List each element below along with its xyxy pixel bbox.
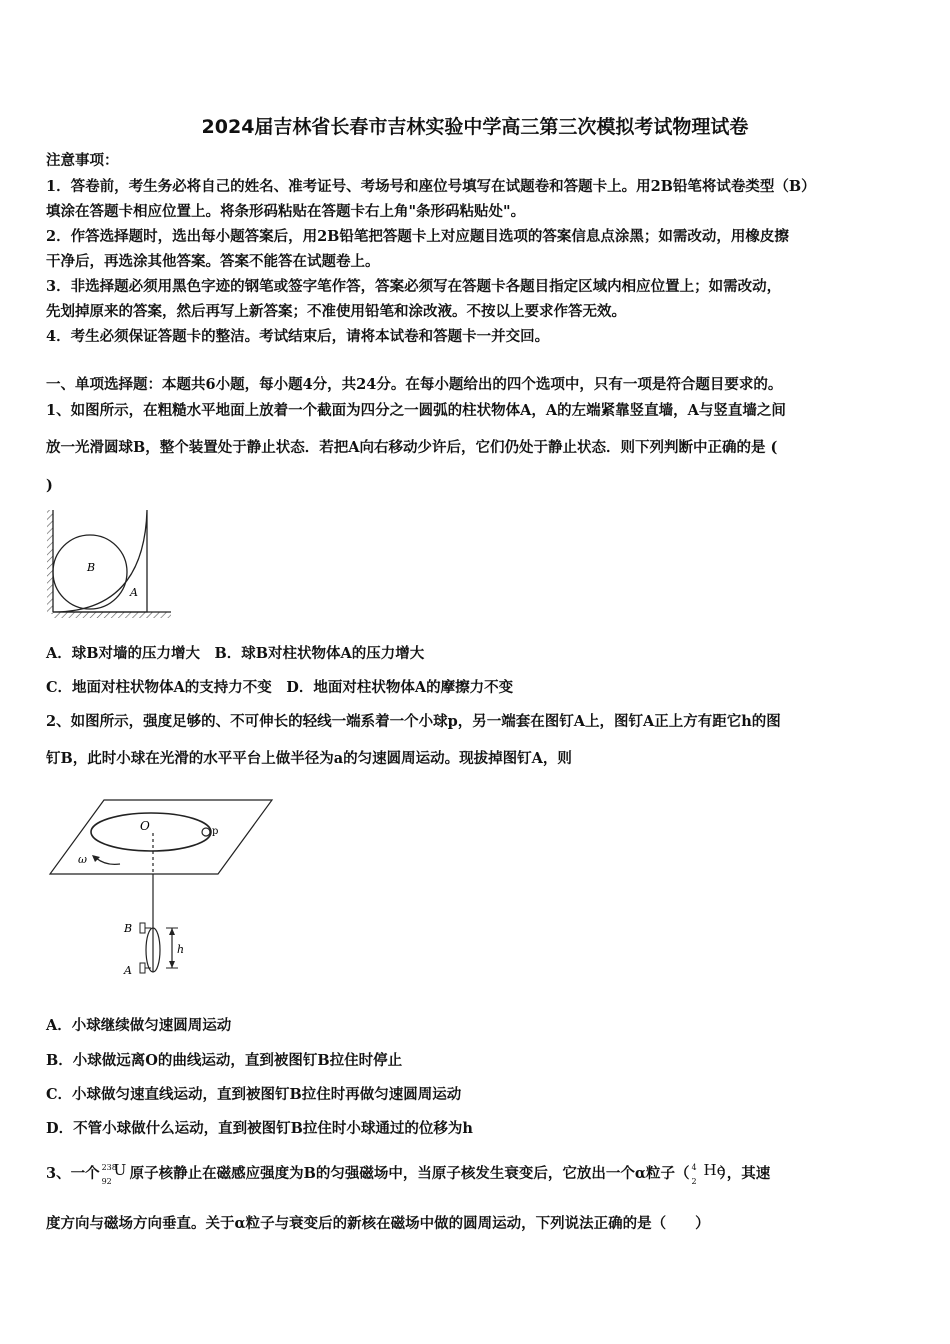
q2-option: D．不管小球做什么运动，直到被图钉B拉住时小球通过的位移为h [46,1120,473,1137]
notice-line: 填涂在答题卡相应位置上。将条形码粘贴在答题卡右上角"条形码粘贴处"。 [46,203,526,220]
notice-line: 先划掉原来的答案，然后再写上新答案；不准使用铅笔和涂改液。不按以上要求作答无效。 [46,303,626,320]
q1-options-line: A．球B对墙的压力增大 B．球B对柱状物体A的压力增大 [46,645,425,662]
label-pin-a: A [124,964,132,977]
ball-p [202,828,210,836]
q2-stem-line: 2、如图所示，强度足够的、不可伸长的轻线一端系着一个小球p，另一端套在图钉A上，图钉A正上方有距它h的图 [46,713,781,730]
helium-isotope: 4 2 He [691,1161,726,1186]
notice-line: 2．作答选择题时，选出每小题答案后，用2B铅笔把答题卡上对应题目选项的答案信息点涂黑；如需改动，用橡皮擦 [46,228,789,245]
q1-figure [44,508,174,620]
q1-stem-line: 1、如图所示，在粗糙水平地面上放着一个截面为四分之一圆弧的柱状物体A，A的左端紧靠竖直墙，A与竖直墙之间 [46,402,786,419]
q3-suffix: ），其速 [719,1165,771,1182]
label-a: A [130,586,138,599]
q3-stem-line: 度方向与磁场方向垂直。关于α粒子与衰变后的新核在磁场中做的圆周运动，下列说法正确的是（ ） [46,1215,710,1232]
notice-heading: 注意事项： [46,152,119,169]
q2-stem-line: 钉B，此时小球在光滑的水平平台上做半径为a的匀速圆周运动。现拔掉图钉A，则 [46,750,572,767]
q1-stem-line: 放一光滑圆球B，整个装置处于静止状态．若把A向右移动少许后，它们仍处于静止状态．则下列判断中正确的是 ( [46,439,778,456]
q2-option: C．小球做匀速直线运动，直到被图钉B拉住时再做匀速圆周运动 [46,1086,462,1103]
q3-middle: 原子核静止在磁感应强度为B的匀强磁场中，当原子核发生衰变后，它放出一个α粒子（ [129,1165,690,1182]
q2-figure [48,796,288,982]
label-p: p [212,826,219,837]
label-h: h [177,943,185,956]
notice-line: 3．非选择题必须用黑色字迹的钢笔或签字笔作答，答案必须写在答题卡各题目指定区域内相应位置上；如需改动， [46,278,782,295]
label-pin-b: B [124,922,133,935]
notice-line: 干净后，再选涂其他答案。答案不能答在试题卷上。 [46,253,380,270]
uranium-isotope: 238 92 U [101,1161,127,1186]
notice-line: 1．答卷前，考生务必将自己的姓名、准考证号、考场号和座位号填写在试题卷和答题卡上。用2B铅笔将试卷类型（B） [46,178,816,195]
q1-stem-line: ) [46,477,53,494]
q2-option: B．小球做远离O的曲线运动，直到被图钉B拉住时停止 [46,1052,403,1069]
section-heading: 一、单项选择题：本题共6小题，每小题4分，共24分。在每小题给出的四个选项中，只有一项是符合题目要求的。 [46,376,783,393]
q3-stem-line [46,1161,908,1186]
orbit [91,813,211,851]
notice-line: 4．考生必须保证答题卡的整洁。考试结束后，请将本试卷和答题卡一并交回。 [46,328,550,345]
label-b: B [87,561,96,574]
q2-option: A．小球继续做匀速圆周运动 [46,1017,232,1034]
q1-options-line: C．地面对柱状物体A的支持力不变 D．地面对柱状物体A的摩擦力不变 [46,679,514,696]
label-o: O [140,819,150,833]
page-title: 2024届吉林省长春市吉林实验中学高三第三次模拟考试物理试卷 [201,116,749,138]
label-omega: ω [78,853,87,866]
q3-prefix: 3、一个 [46,1165,100,1182]
